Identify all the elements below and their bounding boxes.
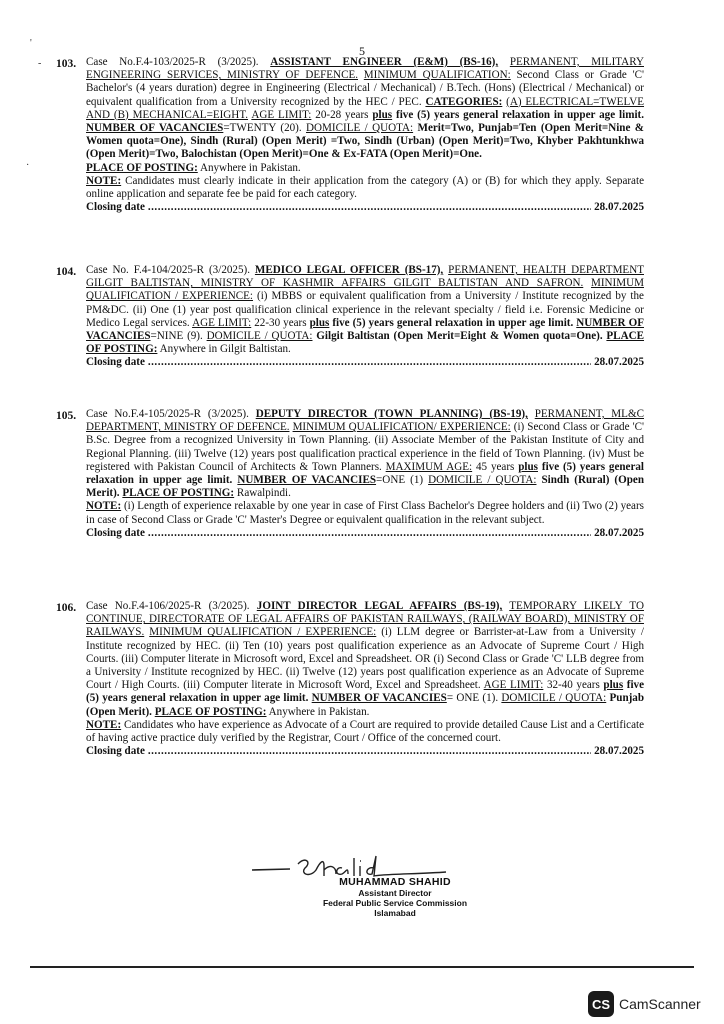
- closing-label: Closing date: [86, 356, 145, 369]
- qualification-label: MINIMUM QUALIFICATION/ EXPERIENCE:: [292, 421, 511, 434]
- vacancies-label: NUMBER OF VACANCIES: [237, 474, 377, 487]
- vacancies-label: NUMBER OF VACANCIES: [86, 316, 644, 343]
- age-limit-label: MAXIMUM AGE:: [385, 460, 473, 473]
- qualification-label: MINIMUM QUALIFICATION / EXPERIENCE:: [149, 626, 377, 639]
- age-limit-text: 22-30 years: [254, 316, 307, 329]
- posting-text: Anywhere in Pakistan.: [199, 161, 301, 174]
- camscanner-label: CamScanner: [619, 996, 701, 1012]
- closing-date-row: [86, 201, 644, 214]
- post-title: MEDICO LEGAL OFFICER (BS-17),: [254, 264, 444, 276]
- note-label: NOTE:: [86, 174, 122, 187]
- note-label: NOTE:: [86, 718, 122, 731]
- page-number: 5: [359, 44, 365, 58]
- categories-label: CATEGORIES:: [425, 95, 503, 108]
- stray-mark: ·: [26, 160, 30, 171]
- age-limit-text: 20-28 years: [315, 108, 369, 121]
- posting-label: PLACE OF POSTING:: [154, 705, 267, 718]
- case-number: 103.: [56, 58, 77, 70]
- qualification-label: MINIMUM QUALIFICATION / EXPERIENCE:: [86, 277, 644, 303]
- post-title: DEPUTY DIRECTOR (TOWN PLANNING) (BS-19),: [255, 408, 528, 420]
- plus-word: plus: [309, 316, 330, 329]
- domicile-text: Gilgit Baltistan (Open Merit=Eight & Women quota=One).: [316, 330, 603, 343]
- plus-word: plus: [518, 460, 538, 473]
- posting-label: PLACE OF POSTING:: [86, 330, 645, 356]
- case-103: [86, 56, 644, 214]
- posting-text: Rawalpindi.: [236, 487, 291, 500]
- note-label: NOTE:: [86, 500, 122, 513]
- closing-date-row: [86, 356, 644, 369]
- closing-label: Closing date: [86, 201, 145, 214]
- relaxation-text: five (5) years general relaxation in upper age limit.: [86, 460, 645, 487]
- signatory-designation: Assistant Director: [358, 888, 432, 898]
- case-number: 106.: [56, 602, 77, 614]
- relaxation-text: five (5) years general relaxation in upper age limit.: [86, 679, 645, 705]
- case-ref: Case No.F.4-103/2025-R (3/2025).: [86, 56, 259, 68]
- plus-word: plus: [603, 679, 624, 692]
- post-detail: PERMANENT, HEALTH DEPARTMENT GILGIT BALTISTAN, MINISTRY OF KASHMIR AFFAIRS GILGIT BALTISTAN AND SAFRON.: [86, 264, 644, 290]
- stray-mark: ': [30, 38, 32, 49]
- case-106: [86, 600, 644, 758]
- case-number: 105.: [56, 410, 77, 422]
- age-limit-text: 32-40 years: [546, 679, 600, 692]
- note-text: Candidates must clearly indicate in their application from the category (A) or (B) for which they apply. Separate online application and separate fee be paid for each category.: [86, 174, 644, 201]
- closing-date-row: [86, 527, 644, 540]
- stray-mark: -: [38, 58, 42, 69]
- post-detail: PERMANENT, MILITARY ENGINEERING SERVICES, MINISTRY OF DEFENCE.: [86, 56, 644, 82]
- page-divider: [30, 966, 694, 968]
- case-ref: Case No.F.4-105/2025-R (3/2025).: [86, 408, 249, 420]
- closing-date: 28.07.2025: [594, 745, 644, 758]
- qualification-text: (i) LLM degree or Barrister-at-Law from a University / Institute recognized by HEC. (ii) Ten (10) years post qualification experience as an Advocate of Supreme Court / High Courts. (iii) Computer literate in Microsoft word, Excel and Spreadsheet. OR (i) Second Class or Grade 'C' LLB degree from a University / Institute recognized by HEC. (ii) Twelve (12) years post qualification experience as an Advocate of Supreme Court / High Courts. (iii) Computer literate in Microsoft Word, Excel and Spreadsheet.: [86, 626, 644, 692]
- domicile-label: DOMICILE / QUOTA:: [306, 122, 414, 135]
- qualification-label: MINIMUM QUALIFICATION:: [363, 69, 511, 82]
- domicile-text: Punjab (Open Merit).: [86, 692, 645, 718]
- post-detail: TEMPORARY LIKELY TO CONTINUE, DIRECTORATE OF LEGAL AFFAIRS OF PAKISTAN RAILWAYS, (RAILWAY BOARD), MINISTRY OF RAILWAYS.: [86, 600, 644, 639]
- age-limit-label: AGE LIMIT:: [192, 316, 252, 329]
- closing-date-row: [86, 745, 644, 758]
- posting-text: Anywhere in Pakistan.: [268, 705, 370, 718]
- posting-label: PLACE OF POSTING:: [86, 161, 198, 174]
- signatory: [310, 876, 480, 918]
- qualification-text: (i) Second Class or Grade 'C' B.Sc. Degree from a recognized University in Town Planning. (ii) Associate Member of the Pakistan Institute of City and Regional Planning. (iii) Twelve (12) years post qualification practical experience in the field of Town Planning. (iv) Must be registered with Pakistan Council of Architects & Town Planners.: [86, 421, 644, 473]
- closing-date: 28.07.2025: [594, 201, 644, 214]
- note-text: Candidates who have experience as Advocate of a Court are required to provide detailed Cause List and a Certificate of having active practice duly verified by the Registrar, Court / Office of the concerned court.: [86, 718, 645, 745]
- note-text: (i) Length of experience relaxable by one year in case of First Class Bachelor's Degree holders and (ii) Two (2) years in case of Second Class or Grade 'C' Master's Degree or equivalent qualification in the relevant subject.: [86, 500, 644, 526]
- domicile-label: DOMICILE / QUOTA:: [501, 692, 607, 705]
- domicile-text: Merit=Two, Punjab=Ten (Open Merit=Nine & Women quota=One), Sindh (Rural) (Open Merit) =Two, Sindh (Urban) (Open Merit)=Two, Khyber Pakhtunkhwa (Open Merit)=Two, Balochistan (Open Merit)=One & Ex-FATA (Open Merit)=One.: [86, 122, 645, 161]
- case-number: 104.: [56, 266, 77, 278]
- post-title: ASSISTANT ENGINEER (E&M) (BS-16),: [270, 56, 499, 68]
- qualification-text: (i) MBBS or equivalent qualification from a University / Institute recognized by the PM&DC. (ii) One (1) year post qualification clinical experience in the relevant specialty / field i.e. Forensic Medicine or Medico Legal services.: [86, 290, 644, 329]
- posting-label: PLACE OF POSTING:: [122, 487, 235, 500]
- vacancies-text: =NINE (9).: [150, 330, 203, 343]
- case-104: [86, 264, 644, 370]
- closing-label: Closing date: [86, 526, 145, 539]
- case-ref: Case No.F.4-106/2025-R (3/2025).: [86, 600, 250, 612]
- signatory-office: Federal Public Service Commission: [322, 898, 468, 908]
- vacancies-text: = ONE (1).: [446, 692, 499, 705]
- closing-date: 28.07.2025: [594, 526, 644, 539]
- post-title: JOINT DIRECTOR LEGAL AFFAIRS (BS-19),: [256, 600, 503, 612]
- post-detail: PERMANENT, ML&C DEPARTMENT, MINISTRY OF DEFENCE.: [86, 408, 644, 434]
- age-limit-label: AGE LIMIT:: [483, 679, 544, 692]
- domicile-text: Sindh (Rural) (Open Merit).: [86, 474, 645, 500]
- domicile-label: DOMICILE / QUOTA:: [428, 474, 537, 487]
- plus-word: plus: [372, 108, 393, 121]
- relaxation-text: five (5) years general relaxation in upper age limit.: [332, 316, 574, 329]
- domicile-label: DOMICILE / QUOTA:: [206, 330, 313, 343]
- relaxation-text: five (5) years general relaxation in upper age limit.: [396, 108, 644, 121]
- categories-text: (A) ELECTRICAL=TWELVE AND (B) MECHANICAL=EIGHT.: [86, 95, 645, 121]
- case-105: [86, 408, 644, 540]
- age-limit-text: 45 years: [476, 460, 515, 473]
- camscanner-icon: CS: [588, 991, 614, 1017]
- posting-text: Anywhere in Gilgit Baltistan.: [159, 343, 291, 356]
- vacancies-label: NUMBER OF VACANCIES: [311, 692, 447, 705]
- case-ref: Case No. F.4-104/2025-R (3/2025).: [86, 264, 250, 276]
- vacancies-text: =TWENTY (20).: [223, 122, 302, 135]
- age-limit-label: AGE LIMIT:: [251, 108, 312, 121]
- closing-label: Closing date: [86, 745, 145, 758]
- closing-date: 28.07.2025: [594, 356, 644, 369]
- camscanner-watermark: [588, 991, 701, 1017]
- vacancies-text: =ONE (1): [376, 474, 424, 487]
- signatory-city: Islamabad: [374, 908, 416, 918]
- qualification-text: Second Class or Grade 'C' Bachelor's (4 years duration) degree in Engineering (Electrical / Mechanical) / B.Tech. (Hons) (Electrical / Mechanical) or equivalent qualification from a University recognized by the HEC / PEC.: [86, 69, 645, 108]
- vacancies-label: NUMBER OF VACANCIES: [86, 122, 224, 135]
- signatory-name: MUHAMMAD SHAHID: [339, 876, 451, 888]
